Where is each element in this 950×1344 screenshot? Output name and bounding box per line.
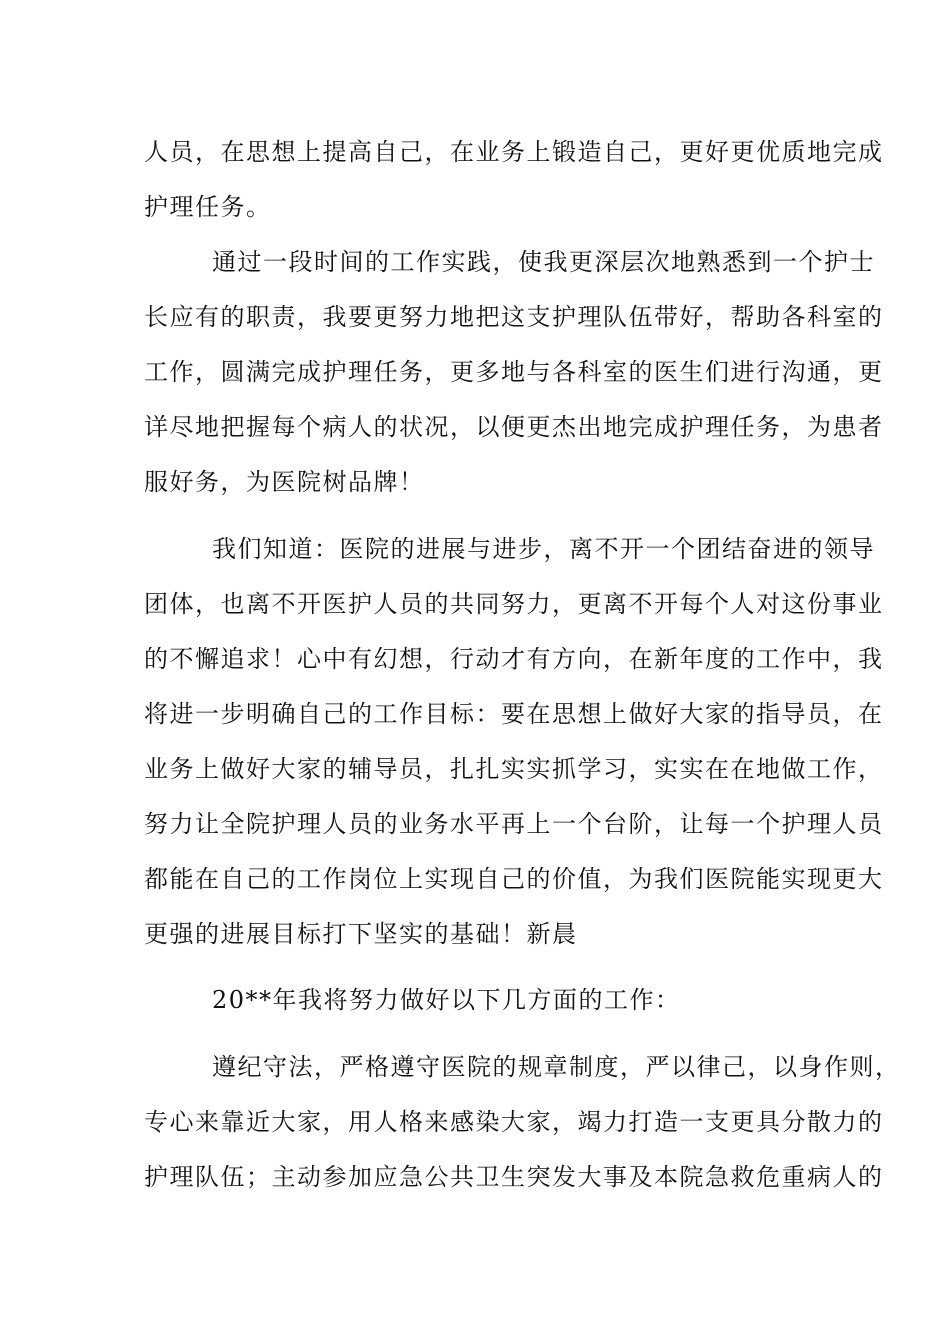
text-line: 将进一步明确自己的工作目标：要在思想上做好大家的指导员，在: [144, 700, 884, 728]
text-line: 护理队伍；主动参加应急公共卫生突发大事及本院急救危重病人的: [144, 1163, 884, 1191]
text-line: 努力让全院护理人员的业务水平再上一个台阶，让每一个护理人员: [144, 810, 884, 838]
paragraph-first-line: 20**年我将努力做好以下几方面的工作：: [212, 986, 681, 1014]
text-line: 人员，在思想上提高自己，在业务上锻造自己，更好更优质地完成: [144, 138, 884, 166]
text-line: 详尽地把握每个病人的状况，以便更杰出地完成护理任务，为患者: [144, 413, 884, 441]
text-line: 都能在自己的工作岗位上实现自己的价值，为我们医院能实现更大: [144, 865, 884, 893]
text-line: 团体，也离不开医护人员的共同努力，更离不开每个人对这份事业: [144, 590, 884, 618]
paragraph-first-line: 通过一段时间的工作实践，使我更深层次地熟悉到一个护士: [212, 248, 875, 276]
text-line: 长应有的职责，我要更努力地把这支护理队伍带好，帮助各科室的: [144, 303, 884, 331]
text-line: 护理任务。: [144, 193, 272, 221]
text-line: 更强的进展目标打下坚实的基础！新晨: [144, 920, 578, 948]
text-line: 业务上做好大家的辅导员，扎扎实实抓学习，实实在在地做工作，: [144, 755, 884, 783]
paragraph-first-line: 我们知道：医院的进展与进步，离不开一个团结奋进的领导: [212, 535, 875, 563]
text-line: 专心来靠近大家，用人格来感染大家，竭力打造一支更具分散力的: [144, 1108, 884, 1136]
text-line: 工作，圆满完成护理任务，更多地与各科室的医生们进行沟通，更: [144, 358, 884, 386]
text-line: 服好务，为医院树品牌！: [144, 468, 425, 496]
text-line: 的不懈追求！心中有幻想，行动才有方向，在新年度的工作中，我: [144, 645, 884, 673]
paragraph-first-line: 遵纪守法，严格遵守医院的规章制度，严以律己，以身作则，: [212, 1053, 901, 1081]
